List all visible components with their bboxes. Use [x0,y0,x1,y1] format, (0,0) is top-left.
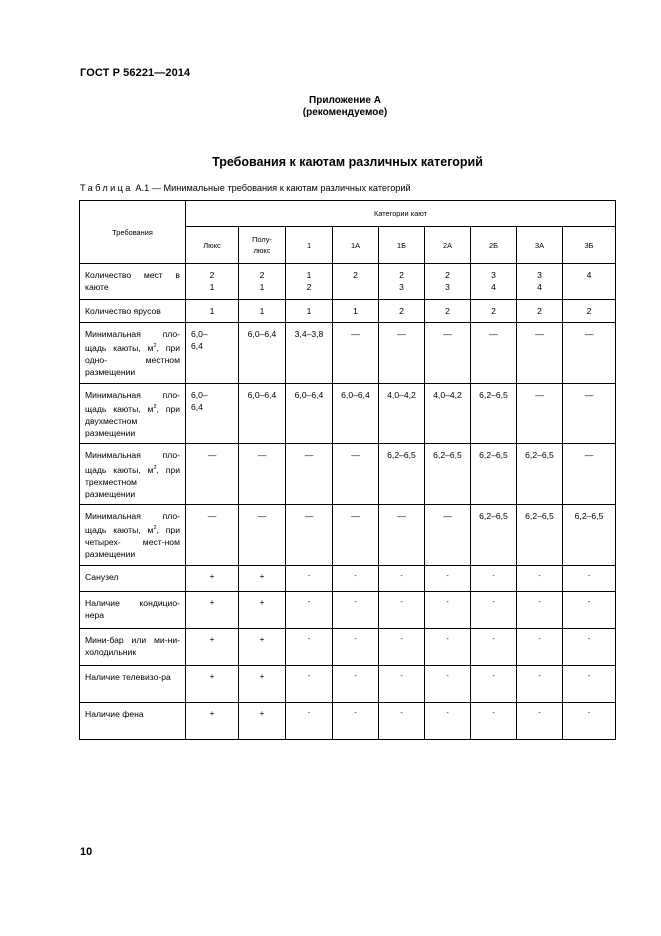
table-row [80,505,616,566]
cell: 4,0–4,2 [425,383,471,444]
cell: - [379,665,425,702]
cell: — [239,444,286,505]
appendix-note: (рекомендуемое) [302,107,388,118]
cell: — [471,323,517,384]
cell-line: 3 [537,270,542,280]
row-label-bathroom: Санузел [80,565,186,591]
row-label-area-quad [80,505,186,566]
cell [186,264,239,300]
label-sup: 2 [153,525,157,532]
cell [186,383,239,444]
cat-3b: 3Б [563,227,616,264]
cell: — [333,444,379,505]
cell: - [379,702,425,739]
cell: — [286,444,333,505]
cell-line: 2 [399,270,404,280]
cell: — [425,505,471,566]
cell: 2 [517,300,563,323]
cell: 1 [286,300,333,323]
cell: — [379,505,425,566]
requirements-header: Требования [80,201,186,264]
label-part: Минимальная пло-щадь каюты, м [85,450,180,475]
cell: - [425,628,471,665]
cell: - [517,665,563,702]
cell: 6,2–6,5 [517,444,563,505]
cell: 6,0–6,4 [286,383,333,444]
cell: - [333,665,379,702]
cell: - [471,702,517,739]
cell: 6,2–6,5 [425,444,471,505]
row-label-minibar: Мини-бар или ми-ни-холодильник [80,628,186,665]
cell: 6,2–6,5 [471,383,517,444]
cell [239,264,286,300]
cell: - [286,565,333,591]
label-part: , при одно- местном размещении [85,343,180,378]
cell: - [517,591,563,628]
cell: — [333,505,379,566]
cell: - [563,665,616,702]
cell: + [186,591,239,628]
cell [517,264,563,300]
cell: 2 [379,300,425,323]
cell: 6,2–6,5 [563,505,616,566]
cell-line: 3 [399,282,404,293]
document-code: ГОСТ Р 56221—2014 [80,67,191,79]
cell: 2 [333,264,379,300]
table-caption [80,183,411,193]
cell: 1 [186,300,239,323]
row-label-tiers: Количество ярусов [80,300,186,323]
cell-line: 2 [306,282,312,293]
cell-line: 2 [445,270,450,280]
cell: + [239,565,286,591]
cell: - [471,591,517,628]
label-sup: 2 [153,343,157,350]
cell: + [186,665,239,702]
table-row [80,444,616,505]
table-caption-text: А.1 — Минимальные требования к каютам различных категорий [135,183,411,193]
cell: 4,0–4,2 [379,383,425,444]
table-row [80,383,616,444]
cell-line: 4 [537,282,542,293]
cell: + [186,565,239,591]
label-part: Минимальная пло-щадь каюты, м [85,511,180,536]
label-part: , при двухместном размещении [85,403,180,439]
cell: 1 [333,300,379,323]
cell-line: 6,4 [191,341,203,352]
cell: — [379,323,425,384]
table-caption-label: Таблица [80,183,133,193]
cell: 3,4–3,8 [286,323,333,384]
label-sup: 2 [153,403,157,410]
cell: 6,0–6,4 [239,323,286,384]
cell-line: 4 [491,282,496,293]
cell: — [563,323,616,384]
cell: - [286,628,333,665]
cell: 6,2–6,5 [471,444,517,505]
cat-semi-lux-line2: люкс [253,246,271,255]
row-label-hairdryer: Наличие фена [80,702,186,739]
cell-line: 3 [445,282,450,293]
appendix-title: Приложение А [309,95,381,106]
cell: - [333,565,379,591]
cell: - [471,565,517,591]
cat-1: 1 [286,227,333,264]
cell: - [333,628,379,665]
cell: - [379,628,425,665]
cell: — [517,323,563,384]
label-part: , при четырех- мест-ном размещении [85,525,180,560]
label-part: Минимальная пло-щадь каюты, м [85,329,180,354]
cell: - [471,628,517,665]
cat-2b: 2Б [471,227,517,264]
section-title: Требования к каютам различных категорий [212,155,483,169]
cat-semi-lux [239,227,286,264]
row-label-air-conditioner: Наличие кондицио-нера [80,591,186,628]
cell: + [239,591,286,628]
cell [425,264,471,300]
cell [379,264,425,300]
cell: — [563,383,616,444]
cell: - [563,628,616,665]
cell: - [425,702,471,739]
cell: - [517,702,563,739]
cell: + [186,702,239,739]
cell [186,323,239,384]
cell: + [186,628,239,665]
cell: + [239,665,286,702]
cell: 6,0–6,4 [333,383,379,444]
cell: - [471,665,517,702]
row-label-area-triple [80,444,186,505]
cell: 2 [471,300,517,323]
label-part: Минимальная пло-щадь каюты, м [85,389,180,414]
cell-line: 6,4 [191,401,203,412]
cell: - [563,702,616,739]
cell: — [186,444,239,505]
cell [471,264,517,300]
cell: + [239,702,286,739]
cell: — [425,323,471,384]
cell-line: 2 [259,270,265,280]
cell: - [563,591,616,628]
cell: - [333,591,379,628]
row-label-tv: Наличие телевизо-ра [80,665,186,702]
table-row [80,565,616,591]
table-row [80,591,616,628]
cat-lux: Люкс [186,227,239,264]
row-label-area-double [80,383,186,444]
cell: 4 [563,264,616,300]
categories-header: Категории кают [186,201,616,227]
cell: - [517,628,563,665]
cell: - [379,565,425,591]
cell: 6,2–6,5 [379,444,425,505]
cat-1a: 1А [333,227,379,264]
cell: — [517,383,563,444]
label-sup: 2 [153,464,157,471]
cell-line: 6,0– [191,329,208,339]
cell: - [286,702,333,739]
table-row [80,665,616,702]
cell-line: 1 [209,282,215,293]
cell: - [286,665,333,702]
cell: + [239,628,286,665]
cell-line: 2 [209,270,215,280]
cell: 6,2–6,5 [471,505,517,566]
cell: 6,0–6,4 [239,383,286,444]
cell-line: 6,0– [191,389,208,400]
cat-semi-lux-line1: Полу- [252,235,272,244]
cell: — [239,505,286,566]
cell: - [425,565,471,591]
cell: — [563,444,616,505]
cell: — [333,323,379,384]
cell: 2 [425,300,471,323]
requirements-table [79,200,616,740]
cell [286,264,333,300]
label-part: , при трехместном размещении [85,464,180,499]
row-label-places: Количество мест в каюте [80,264,186,300]
table-row [80,628,616,665]
cell: 2 [563,300,616,323]
cell-line: 1 [259,282,265,293]
cat-2a: 2А [425,227,471,264]
table-row [80,702,616,739]
cell-line: 3 [491,270,496,280]
table-row [80,323,616,384]
cell: 1 [239,300,286,323]
cell: - [517,565,563,591]
cell: - [425,665,471,702]
cell: - [563,565,616,591]
cell: - [425,591,471,628]
table-row [80,264,616,300]
cell: - [333,702,379,739]
cell: — [186,505,239,566]
row-label-area-single [80,323,186,384]
cat-3a: 3А [517,227,563,264]
cell: - [286,591,333,628]
page-number: 10 [80,846,93,858]
cell-line: 1 [306,270,312,280]
cell: - [379,591,425,628]
cell: 6,2–6,5 [517,505,563,566]
cat-1b: 1Б [379,227,425,264]
table-row [80,300,616,323]
cell: — [286,505,333,566]
